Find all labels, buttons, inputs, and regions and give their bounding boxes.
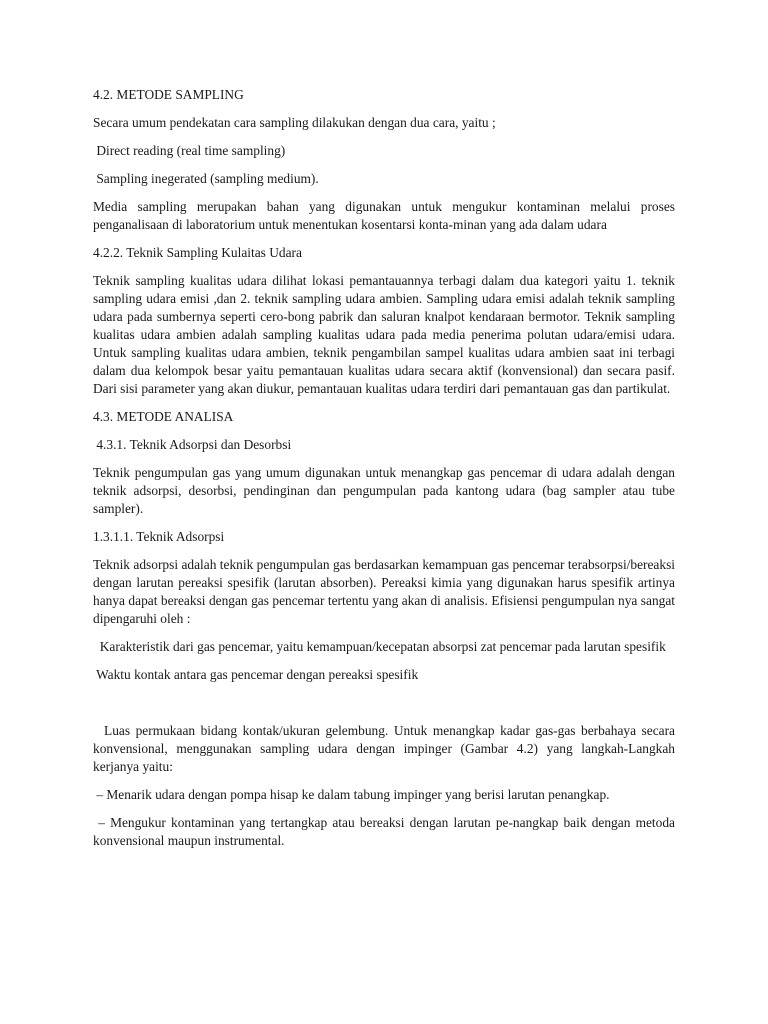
intro-paragraph: Secara umum pendekatan cara sampling dilakukan dengan dua cara, yaitu ; [93,115,496,130]
step-menarik-udara: – Menarik udara dengan pompa hisap ke dalam tabung impinger yang berisi larutan penangkap. [93,787,610,802]
document-page [93,86,679,860]
list-item-sampling-integrated: Sampling inegerated (sampling medium). [93,171,319,186]
section-heading-4-2: 4.2. METODE SAMPLING [93,87,244,102]
list-item-karakteristik: Karakteristik dari gas pencemar, yaitu kemampuan/kecepatan absorpsi zat pencemar pada larutan spesifik [93,639,666,654]
step-mengukur-kontaminan: – Mengukur kontaminan yang tertangkap atau bereaksi dengan larutan pe-nangkap baik dengan metoda konvensional maupun instrumental. [93,815,679,848]
pengumpulan-gas-paragraph: Teknik pengumpulan gas yang umum digunakan untuk menangkap gas pencemar di udara adalah dengan teknik adsorpsi, desorbsi, pendinginan dan pengumpulan pada kantong udara (bag sampler atau tube sampler). [93,465,675,516]
section-heading-4-2-2: 4.2.2. Teknik Sampling Kulaitas Udara [93,245,302,260]
section-heading-4-3-1: 4.3.1. Teknik Adsorpsi dan Desorbsi [93,437,292,452]
list-item-waktu-kontak: Waktu kontak antara gas pencemar dengan pereaksi spesifik [93,667,419,682]
list-item-direct-reading: Direct reading (real time sampling) [93,143,286,158]
adsorpsi-paragraph: Teknik adsorpsi adalah teknik pengumpulan gas berdasarkan kemampuan gas pencemar terabsorpsi/bereaksi dengan larutan pereaksi spesifik (larutan absorben). Pereaksi kimia yang digunakan harus spesifik artinya hanya dapat bereaksi dengan gas pencemar tertentu yang akan di analisis. Efisiensi pengumpulan nya sangat dipengaruhi oleh : [93,557,675,626]
list-item-luas-permukaan: Luas permukaan bidang kontak/ukuran gelembung. Untuk menangkap kadar gas-gas berbahaya secara konvensional, menggunakan sampling udara dengan impinger (Gambar 4.2) yang langkah-Langkah kerjanya yaitu: [93,723,679,774]
teknik-sampling-paragraph: Teknik sampling kualitas udara dilihat lokasi pemantauannya terbagi dalam dua kategori yaitu 1. teknik sampling udara emisi ,dan 2. teknik sampling udara ambien. Sampling udara emisi adalah teknik sampling udara pada sumbernya seperti cero-bong pabrik dan saluran knalpot kendaraan bermotor. Teknik sampling kualitas udara ambien adalah sampling kualitas udara pada media penerima polutan udara/emisi udara. Untuk sampling kualitas udara ambien, teknik pengambilan sampel kualitas udara ambien saat ini terbagi dalam dua kelompok besar yaitu pemantauan kualitas udara secara aktif (konvensional) dan secara pasif. Dari sisi parameter yang akan diukur, pemantauan kualitas udara terdiri dari pemantauan gas dan partikulat. [93,273,675,396]
section-heading-4-3: 4.3. METODE ANALISA [93,409,234,424]
blank-gap [93,694,675,722]
media-sampling-paragraph: Media sampling merupakan bahan yang digunakan untuk mengukur kontaminan melalui proses penganalisaan di laboratorium untuk menentukan kosentarsi konta-minan yang ada dalam udara [93,199,675,232]
section-heading-1-3-1-1: 1.3.1.1. Teknik Adsorpsi [93,529,225,544]
